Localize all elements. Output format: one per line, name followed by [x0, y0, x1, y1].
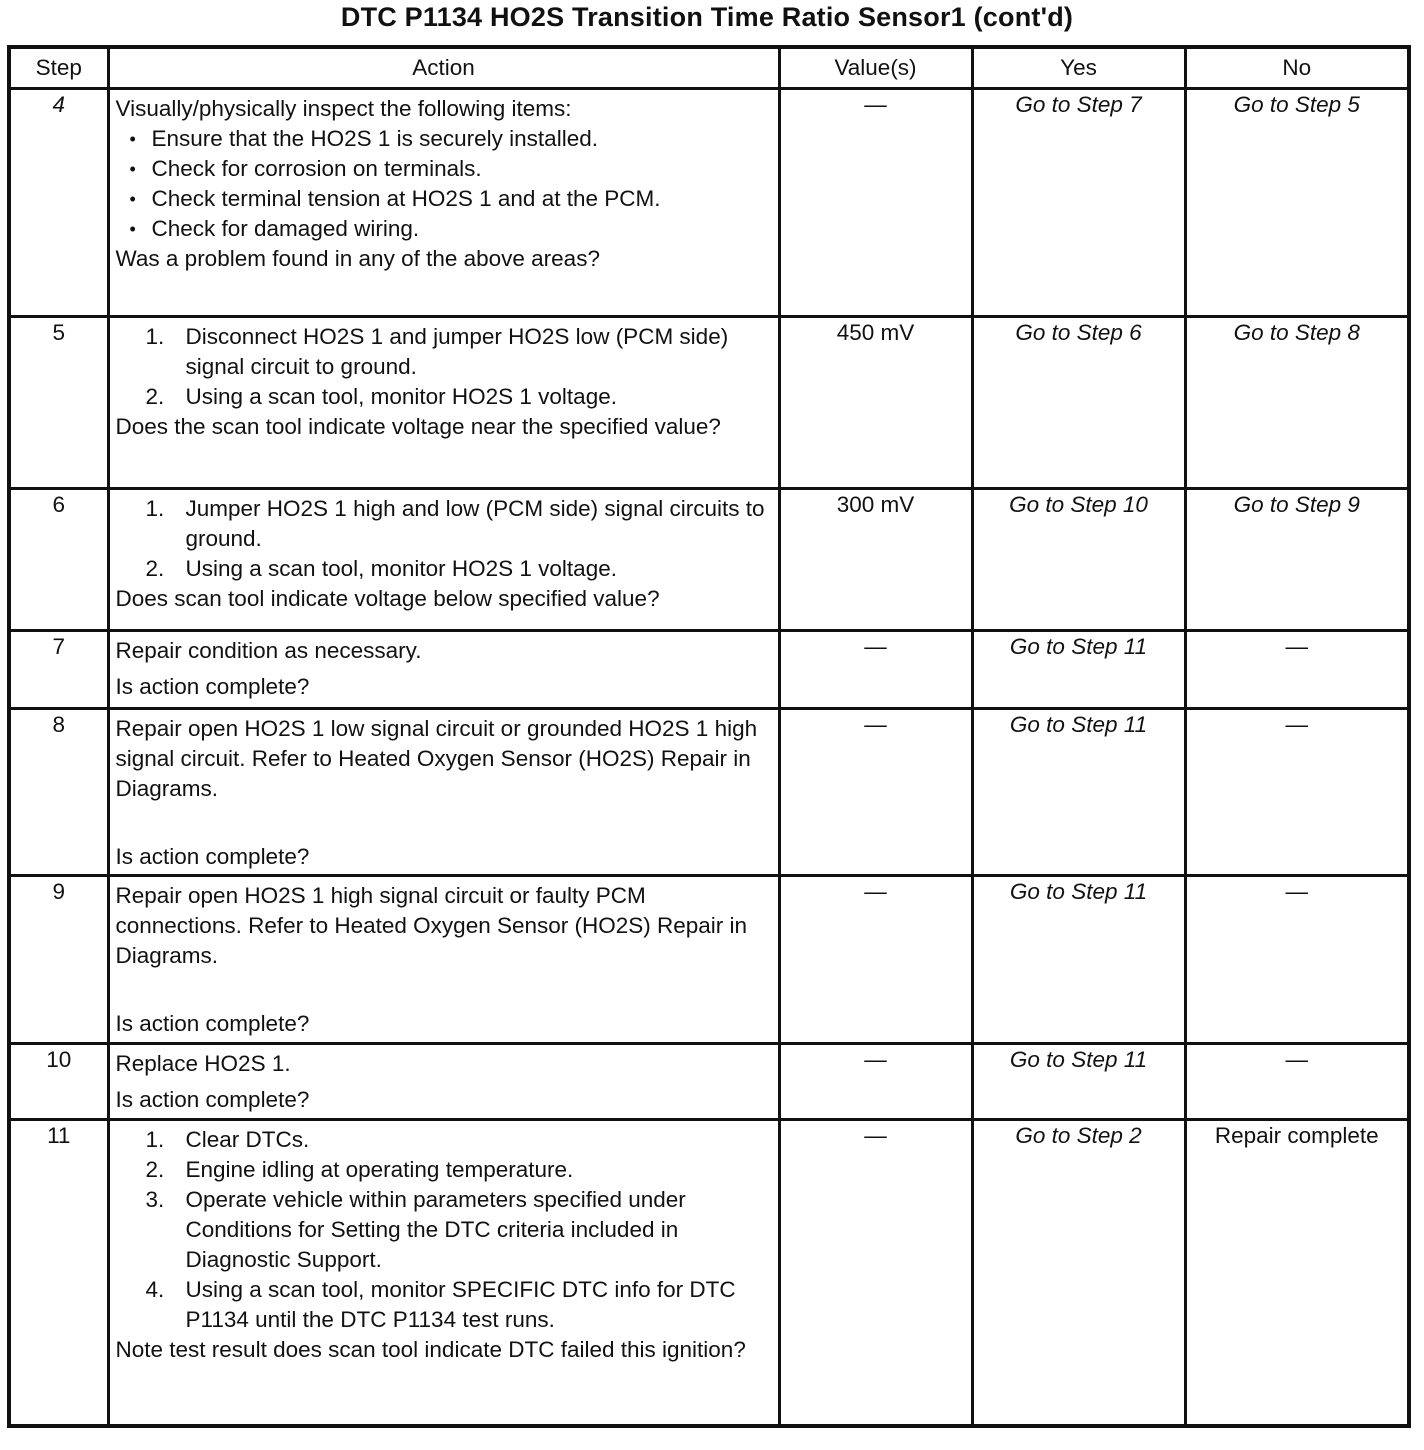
- header-values: Value(s): [779, 47, 972, 89]
- action-item: 3. Operate vehicle within parameters specified under Conditions for Setting the DTC criteria included in Diagnostic Support.: [145, 1187, 686, 1272]
- yes-cell: Go to Step 7: [972, 89, 1185, 317]
- action-cell: [108, 317, 779, 489]
- yes-cell: Go to Step 11: [972, 709, 1185, 876]
- value-cell: —: [779, 876, 972, 1044]
- diagnostic-table: [7, 45, 1411, 1428]
- table-row-step-5: [9, 317, 1409, 489]
- no-cell: —: [1185, 876, 1409, 1044]
- action-item: 1. Disconnect HO2S 1 and jumper HO2S low (PCM side) signal circuit to ground.: [145, 324, 729, 379]
- action-text: Repair open HO2S 1 low signal circuit or grounded HO2S 1 high signal circuit. Refer to Heated Oxygen Sensor (HO2S) Repair in Diagrams.: [115, 716, 758, 801]
- yes-cell: Go to Step 11: [972, 876, 1185, 1044]
- yes-cell: Go to Step 11: [972, 1044, 1185, 1120]
- yes-cell: Go to Step 10: [972, 489, 1185, 631]
- yes-cell: Go to Step 11: [972, 631, 1185, 709]
- value-cell: —: [779, 89, 972, 317]
- value-cell: —: [779, 1044, 972, 1120]
- action-question: Is action complete?: [115, 1087, 310, 1112]
- no-cell: —: [1185, 709, 1409, 876]
- action-question: Note test result does scan tool indicate DTC failed this ignition?: [115, 1337, 746, 1362]
- action-question: Does scan tool indicate voltage below specified value?: [115, 586, 660, 611]
- header-no: No: [1185, 47, 1409, 89]
- step-number: 7: [9, 631, 108, 709]
- step-number: 10: [9, 1044, 108, 1120]
- action-cell: [108, 89, 779, 317]
- action-question: Is action complete?: [115, 844, 310, 869]
- action-intro: Visually/physically inspect the following items:: [115, 96, 572, 121]
- value-cell: 300 mV: [779, 489, 972, 631]
- no-cell: —: [1185, 631, 1409, 709]
- no-cell: Go to Step 5: [1185, 89, 1409, 317]
- action-cell: [108, 631, 779, 709]
- page-title: DTC P1134 HO2S Transition Time Ratio Sensor1 (cont'd): [340, 2, 1074, 32]
- action-bullet: • Check for corrosion on terminals.: [116, 154, 772, 184]
- action-bullet: • Ensure that the HO2S 1 is securely installed.: [116, 124, 772, 154]
- action-text: Replace HO2S 1.: [115, 1051, 291, 1076]
- action-bullet: • Check terminal tension at HO2S 1 and at the PCM.: [116, 184, 772, 214]
- table-header-row: [9, 47, 1409, 89]
- no-cell: Go to Step 8: [1185, 317, 1409, 489]
- action-question: Is action complete?: [115, 1011, 310, 1036]
- action-item: 2. Engine idling at operating temperature.: [145, 1157, 574, 1182]
- step-number: 9: [9, 876, 108, 1044]
- no-cell: Repair complete: [1185, 1120, 1409, 1426]
- action-cell: [108, 709, 779, 876]
- action-item: 1. Clear DTCs.: [145, 1127, 310, 1152]
- action-item: 4. Using a scan tool, monitor SPECIFIC DTC info for DTC P1134 until the DTC P1134 test runs.: [145, 1277, 736, 1332]
- table-row-step-7: [9, 631, 1409, 709]
- action-cell: [108, 876, 779, 1044]
- step-number: 11: [9, 1120, 108, 1426]
- action-text: Repair open HO2S 1 high signal circuit or faulty PCM connections. Refer to Heated Oxygen Sensor (HO2S) Repair in Diagrams.: [115, 883, 748, 968]
- action-question: Is action complete?: [115, 674, 310, 699]
- value-cell: —: [779, 709, 972, 876]
- step-number: 4: [9, 89, 108, 317]
- yes-cell: Go to Step 2: [972, 1120, 1185, 1426]
- table-row-step-8: [9, 709, 1409, 876]
- no-cell: Go to Step 9: [1185, 489, 1409, 631]
- action-item: 2. Using a scan tool, monitor HO2S 1 voltage.: [145, 384, 617, 409]
- action-text: Repair condition as necessary.: [115, 638, 422, 663]
- action-cell: [108, 489, 779, 631]
- header-action: Action: [108, 47, 779, 89]
- yes-cell: Go to Step 6: [972, 317, 1185, 489]
- value-cell: —: [779, 631, 972, 709]
- table-row-step-4: [9, 89, 1409, 317]
- table-row-step-11: [9, 1120, 1409, 1426]
- action-item: 1. Jumper HO2S 1 high and low (PCM side) signal circuits to ground.: [145, 496, 765, 551]
- header-step: Step: [9, 47, 108, 89]
- header-yes: Yes: [972, 47, 1185, 89]
- action-cell: [108, 1120, 779, 1426]
- action-item: 2. Using a scan tool, monitor HO2S 1 voltage.: [145, 556, 617, 581]
- table-row-step-10: [9, 1044, 1409, 1120]
- table-row-step-6: [9, 489, 1409, 631]
- action-bullet: • Check for damaged wiring.: [116, 214, 772, 244]
- no-cell: —: [1185, 1044, 1409, 1120]
- table-row-step-9: [9, 876, 1409, 1044]
- step-number: 8: [9, 709, 108, 876]
- step-number: 5: [9, 317, 108, 489]
- value-cell: —: [779, 1120, 972, 1426]
- action-question: Was a problem found in any of the above areas?: [115, 246, 600, 271]
- step-number: 6: [9, 489, 108, 631]
- value-cell: 450 mV: [779, 317, 972, 489]
- action-cell: [108, 1044, 779, 1120]
- action-question: Does the scan tool indicate voltage near the specified value?: [115, 414, 721, 439]
